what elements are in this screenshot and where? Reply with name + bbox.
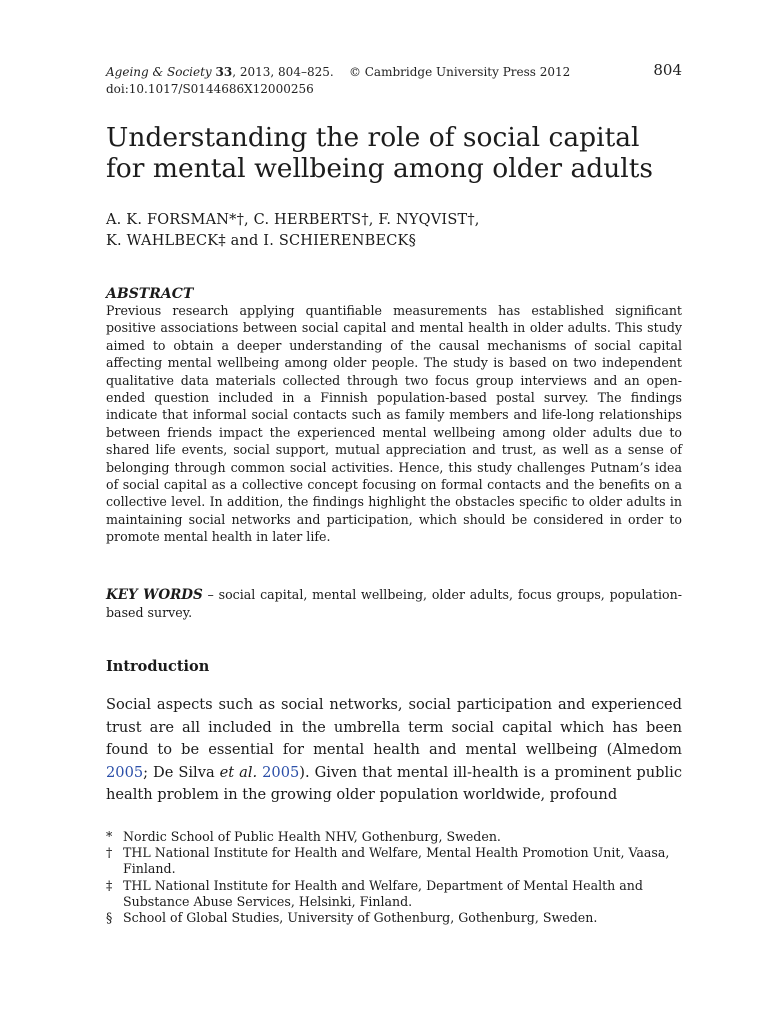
footnote-mark: ‡ — [106, 877, 113, 893]
citation-link-almedom-2005[interactable]: 2005 — [106, 763, 144, 781]
doi: doi:10.1017/S0144686X12000256 — [106, 82, 314, 96]
journal-volume: 33 — [215, 65, 233, 79]
affiliation-footnotes — [106, 829, 682, 926]
title-line-2: for mental wellbeing among older adults — [106, 153, 654, 184]
copyright-notice: © Cambridge University Press 2012 — [348, 65, 571, 79]
article-title — [106, 122, 682, 184]
abstract-text: Previous research applying quantifiable measurements has established significant positive associations between social capital and mental health in older adults. This study aimed to obtain a deeper understanding of the causal mechanisms of social capital affecting mental wellbeing among older people. The study is based on two independent qualitative data materials collected through two focus group interviews and an open-ended question included in a Finnish population-based postal survey. The findings indicate that informal social contacts such as family members and life-long relationships between friends impact the experienced mental wellbeing among older adults due to shared life events, social support, mutual appreciation and trust, as well as a sense of belonging through common social activities. Hence, this study challenges Putnam’s idea of social capital as a collective concept focusing on formal contacts and the benefits on a collective level. In addition, the findings highlight the obstacles specific to older adults in maintaining social networks and participation, which should be considered in order to promote mental health in later life. — [106, 303, 682, 545]
page-number: 804 — [653, 61, 682, 79]
authors-line-2: K. WAHLBECK‡ and I. SCHIERENBECK§ — [106, 233, 417, 249]
section-heading-introduction: Introduction — [106, 658, 210, 675]
journal-citation-line — [106, 61, 682, 81]
footnote-item — [106, 878, 682, 910]
footnote-mark: § — [106, 910, 113, 926]
introduction-paragraph — [106, 694, 682, 807]
journal-year-pages: , 2013, 804–825. — [232, 65, 334, 79]
citation-link-desilva-2005[interactable]: 2005 — [262, 763, 300, 781]
abstract-heading: ABSTRACT — [106, 286, 194, 302]
footnote-mark: * — [106, 829, 113, 844]
footnote-item — [106, 829, 682, 845]
intro-text-4: ). Given that mental ill-health is a prominent public health problem in the growing older population worldwide, profound — [106, 763, 683, 803]
footnote-mark: † — [106, 845, 113, 861]
footnote-text: THL National Institute for Health and Welfare, Mental Health Promotion Unit, Vaasa, Finland. — [123, 845, 670, 877]
keywords-heading: KEY WORDS — [106, 587, 203, 603]
author-list — [106, 210, 682, 252]
intro-etal: et al. — [219, 763, 258, 781]
footnote-text: School of Global Studies, University of Gothenburg, Gothenburg, Sweden. — [123, 910, 598, 926]
footnote-text: THL National Institute for Health and Welfare, Department of Mental Health and Substance Abuse Services, Helsinki, Finland. — [123, 877, 643, 909]
footnote-item — [106, 845, 682, 877]
authors-line-1: A. K. FORSMAN*†, C. HERBERTS†, F. NYQVIST†, — [106, 212, 480, 228]
journal-header — [106, 61, 682, 98]
footnote-text: Nordic School of Public Health NHV, Gothenburg, Sweden. — [123, 829, 501, 844]
intro-text-1: Social aspects such as social networks, social participation and experienced trust are all included in the umbrella term social capital which has been found to be essential for mental health and mental wellbeing (Almedom — [106, 696, 682, 758]
intro-text-2: ; De Silva — [143, 763, 220, 781]
journal-name: Ageing & Society — [106, 65, 212, 79]
keywords-text: social capital, mental wellbeing, older adults, focus groups, population-based survey. — [106, 587, 682, 621]
keywords-dash: – — [202, 587, 219, 602]
footnote-item — [106, 910, 682, 926]
keywords — [106, 586, 682, 622]
title-line-1: Understanding the role of social capital — [106, 122, 640, 153]
